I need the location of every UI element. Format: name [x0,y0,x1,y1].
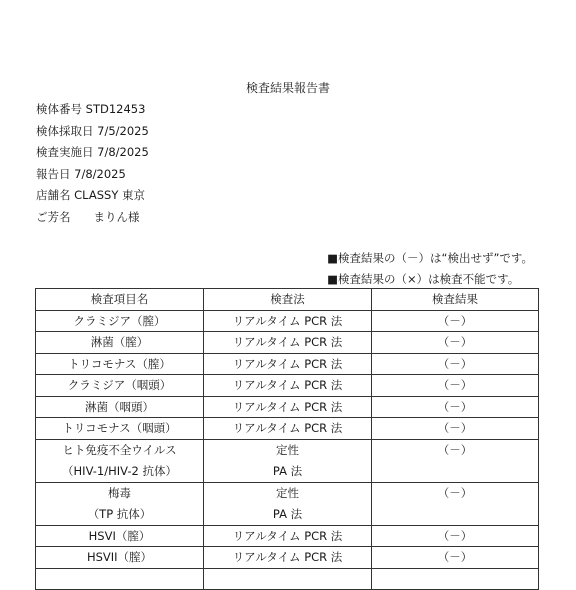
cell-test-item-line: 梅毒 [108,485,131,500]
cell-test-item: HSVI（膣） [36,525,204,547]
cell-test-item-line: ヒト免疫不全ウイルス [62,442,177,457]
cell-result: （－） [372,525,539,547]
result-notes [327,248,533,290]
cell-test-item-line: （HIV-1/HIV-2 抗体） [62,463,177,478]
cell-result: （－） [372,418,539,440]
table-row [36,310,539,332]
cell-result: （－） [372,396,539,418]
note-untestable: ■検査結果の（×）は検査不能です。 [327,272,520,286]
store-name: 店舗名 CLASSY 東京 [36,188,146,202]
cell-method: リアルタイム PCR 法 [204,396,372,418]
specimen-info [36,99,149,228]
cell-test-item-line: （TP 抗体） [87,506,152,521]
header-method: 検査法 [204,289,372,311]
results-body [36,310,539,590]
table-row [36,439,539,482]
table-row [36,353,539,375]
table-row [36,525,539,547]
collection-date: 検体採取日 7/5/2025 [36,123,149,138]
customer-name: ご芳名 まりん様 [36,209,140,224]
table-row [36,375,539,397]
cell-method [204,482,372,525]
report-title: 検査結果報告書 [245,81,330,95]
cell-method-line: 定性 [276,485,299,500]
note-not-detected: ■検査結果の（－）は“検出せず”です。 [327,251,533,265]
cell-method: リアルタイム PCR 法 [204,332,372,354]
cell-method: リアルタイム PCR 法 [204,375,372,397]
cell-test-item: トリコモナス（咽頭） [36,418,204,440]
cell-result: （－） [372,332,539,354]
table-row [36,568,539,590]
cell-result [372,482,539,525]
cell-test-item [36,568,204,590]
cell-result: （－） [372,547,539,569]
cell-result [372,568,539,590]
cell-method [204,568,372,590]
cell-result-line: （－） [437,485,473,500]
cell-result: （－） [372,353,539,375]
cell-method: リアルタイム PCR 法 [204,418,372,440]
cell-method-line: PA 法 [272,463,303,478]
table-row [36,547,539,569]
cell-test-item: HSVII（膣） [36,547,204,569]
table-row [36,482,539,525]
cell-method: リアルタイム PCR 法 [204,525,372,547]
table-row [36,418,539,440]
cell-test-item: 淋菌（咽頭） [36,396,204,418]
report-date: 報告日 7/8/2025 [36,166,126,181]
cell-test-item: 淋菌（膣） [36,332,204,354]
cell-result: （－） [372,375,539,397]
cell-test-item [36,482,204,525]
cell-test-item: クラミジア（膣） [36,310,204,332]
table-row [36,396,539,418]
cell-test-item: トリコモナス（膣） [36,353,204,375]
cell-result-line: （－） [437,442,473,457]
cell-method [204,439,372,482]
header-result: 検査結果 [372,289,539,311]
test-date: 検査実施日 7/8/2025 [36,145,149,159]
specimen-number: 検体番号 STD12453 [36,102,146,116]
results-table [35,288,539,590]
cell-test-item: クラミジア（咽頭） [36,375,204,397]
cell-result [372,439,539,482]
cell-result: （－） [372,310,539,332]
cell-method: リアルタイム PCR 法 [204,353,372,375]
cell-method: リアルタイム PCR 法 [204,310,372,332]
cell-method-line: PA 法 [272,506,303,521]
cell-test-item [36,439,204,482]
table-header-row [36,289,539,311]
table-row [36,332,539,354]
cell-method-line: 定性 [276,442,299,457]
cell-method: リアルタイム PCR 法 [204,547,372,569]
header-test-item: 検査項目名 [36,289,204,311]
